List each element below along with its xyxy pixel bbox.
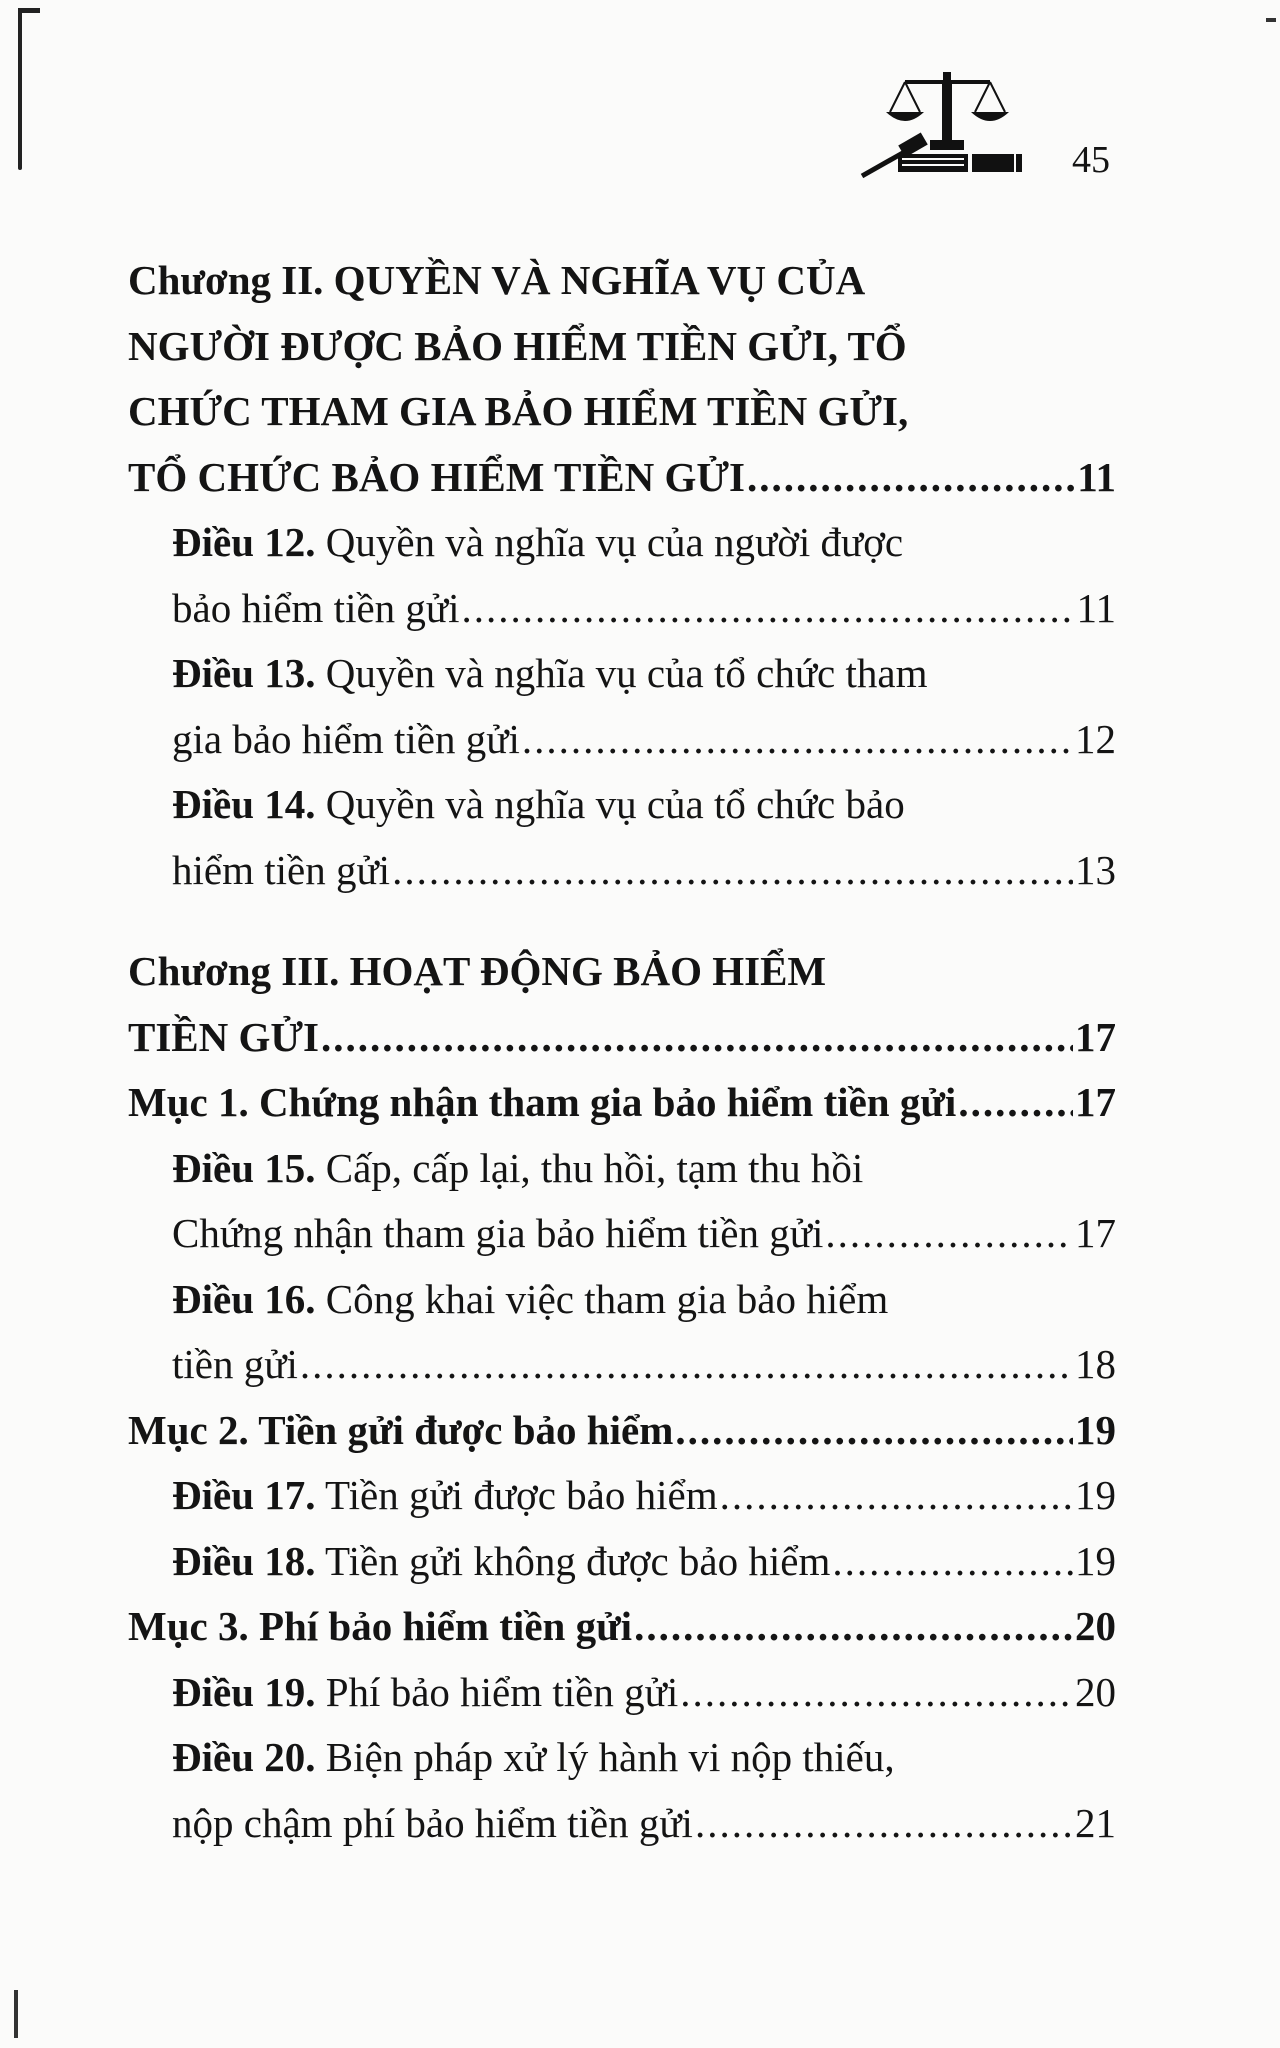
leader-dots: [462, 576, 1075, 642]
chapter-3-heading[interactable]: Chương III. HOẠT ĐỘNG BẢO HIỂM: [128, 948, 827, 994]
article-18-entry[interactable]: [128, 1529, 1116, 1595]
article-title: Cấp, cấp lại, thu hồi, tạm thu hồi: [315, 1144, 864, 1191]
leader-dots: [695, 1791, 1073, 1857]
article-label: Điều 20.: [172, 1734, 316, 1780]
page-ref: 20: [1075, 1603, 1116, 1649]
leader-dots: [680, 1660, 1073, 1726]
leader-dots: [321, 1005, 1073, 1071]
leader-dots: [634, 1594, 1073, 1660]
article-title: Tiền gửi không được bảo hiểm: [315, 1537, 831, 1584]
page-edge-left: [18, 8, 22, 170]
leader-dots: [720, 1463, 1073, 1529]
leader-dots: [958, 1070, 1073, 1136]
article-15-entry[interactable]: [128, 1136, 1116, 1202]
article-title: Quyền và nghĩa vụ của tổ chức bảo: [315, 781, 905, 827]
page-number: 45: [1072, 139, 1110, 181]
page-ref: 17: [1075, 1210, 1116, 1256]
section-1-entry[interactable]: Mục 1. Chứng nhận tham gia bảo hiểm tiền gửi ..... 17: [128, 1070, 1116, 1136]
page-ref: 19: [1075, 1472, 1116, 1518]
article-label: Điều 14.: [172, 781, 316, 827]
scales-of-justice-gavel-icon: [850, 68, 1030, 180]
leader-dots: [832, 1529, 1073, 1595]
page-header: [840, 68, 1140, 183]
article-label: Điều 16.: [172, 1275, 316, 1322]
article-19-entry[interactable]: [128, 1660, 1116, 1726]
article-label: Điều 19.: [172, 1668, 316, 1715]
article-15-entry-line2[interactable]: Chứng nhận tham gia bảo hiểm tiền gửi ..... 17: [128, 1201, 1116, 1267]
page-ref: 20: [1075, 1668, 1116, 1715]
leader-dots: [675, 1398, 1073, 1464]
page-ref: 17: [1075, 1079, 1116, 1125]
leader-dots: [392, 838, 1073, 904]
article-title: Biện pháp xử lý hành vi nộp thiếu,: [315, 1734, 895, 1780]
article-14-entry-line2[interactable]: hiểm tiền gửi ..... 13: [128, 838, 1116, 904]
page-ref: 11: [1076, 584, 1116, 631]
article-14-entry[interactable]: [128, 772, 1116, 838]
chapter-2-entry[interactable]: TỔ CHỨC BẢO HIỂM TIỀN GỬI ..... 11: [128, 445, 1116, 511]
article-title: Quyền và nghĩa vụ của người được: [315, 519, 904, 565]
leader-dots: [522, 707, 1073, 773]
article-label: Điều 18.: [172, 1537, 316, 1584]
article-title: Quyền và nghĩa vụ của tổ chức tham: [315, 650, 928, 696]
page-ref: 18: [1075, 1341, 1116, 1387]
article-17-entry[interactable]: [128, 1463, 1116, 1529]
page-ref: 17: [1075, 1013, 1116, 1060]
chapter-2-heading-line2[interactable]: NGƯỜI ĐƯỢC BẢO HIỂM TIỀN GỬI, TỔ: [128, 322, 907, 369]
page-ref: 12: [1075, 715, 1116, 762]
leader-dots: [300, 1332, 1073, 1398]
chapter-2-heading[interactable]: Chương II. QUYỀN VÀ NGHĨA VỤ CỦA: [128, 257, 866, 303]
page-edge-bottom: [14, 1990, 18, 2038]
article-label: Điều 15.: [172, 1144, 316, 1191]
page-ref: 19: [1075, 1406, 1116, 1453]
page-ref: 21: [1075, 1799, 1116, 1846]
page-ref: 13: [1075, 846, 1116, 893]
table-of-contents: [128, 248, 1116, 1856]
article-13-entry[interactable]: [128, 641, 1116, 707]
article-12-entry[interactable]: [128, 510, 1116, 576]
article-label: Điều 13.: [172, 650, 316, 696]
article-16-entry[interactable]: [128, 1267, 1116, 1333]
article-title: Tiền gửi được bảo hiểm: [315, 1472, 718, 1518]
page-ref: 11: [1077, 453, 1116, 500]
page-ref: 19: [1075, 1537, 1116, 1584]
chapter-2-heading-line3[interactable]: CHỨC THAM GIA BẢO HIỂM TIỀN GỬI,: [128, 388, 909, 434]
article-title: Phí bảo hiểm tiền gửi: [315, 1668, 679, 1715]
page-edge-mark: [1266, 18, 1276, 22]
article-16-entry-line2[interactable]: tiền gửi ..... 18: [128, 1332, 1116, 1398]
chapter-3-entry[interactable]: TIỀN GỬI ..... 17: [128, 1005, 1116, 1071]
article-13-entry-line2[interactable]: gia bảo hiểm tiền gửi ..... 12: [128, 707, 1116, 773]
article-label: Điều 17.: [172, 1472, 316, 1518]
leader-dots: [747, 445, 1075, 511]
article-20-entry[interactable]: [128, 1725, 1116, 1791]
article-title: Công khai việc tham gia bảo hiểm: [315, 1275, 889, 1322]
article-12-entry-line2[interactable]: bảo hiểm tiền gửi ..... 11: [128, 576, 1116, 642]
section-3-entry[interactable]: Mục 3. Phí bảo hiểm tiền gửi ..... 20: [128, 1594, 1116, 1660]
article-label: Điều 12.: [172, 519, 316, 565]
article-20-entry-line2[interactable]: nộp chậm phí bảo hiểm tiền gửi ..... 21: [128, 1791, 1116, 1857]
leader-dots: [825, 1201, 1073, 1267]
section-2-entry[interactable]: Mục 2. Tiền gửi được bảo hiểm ..... 19: [128, 1398, 1116, 1464]
